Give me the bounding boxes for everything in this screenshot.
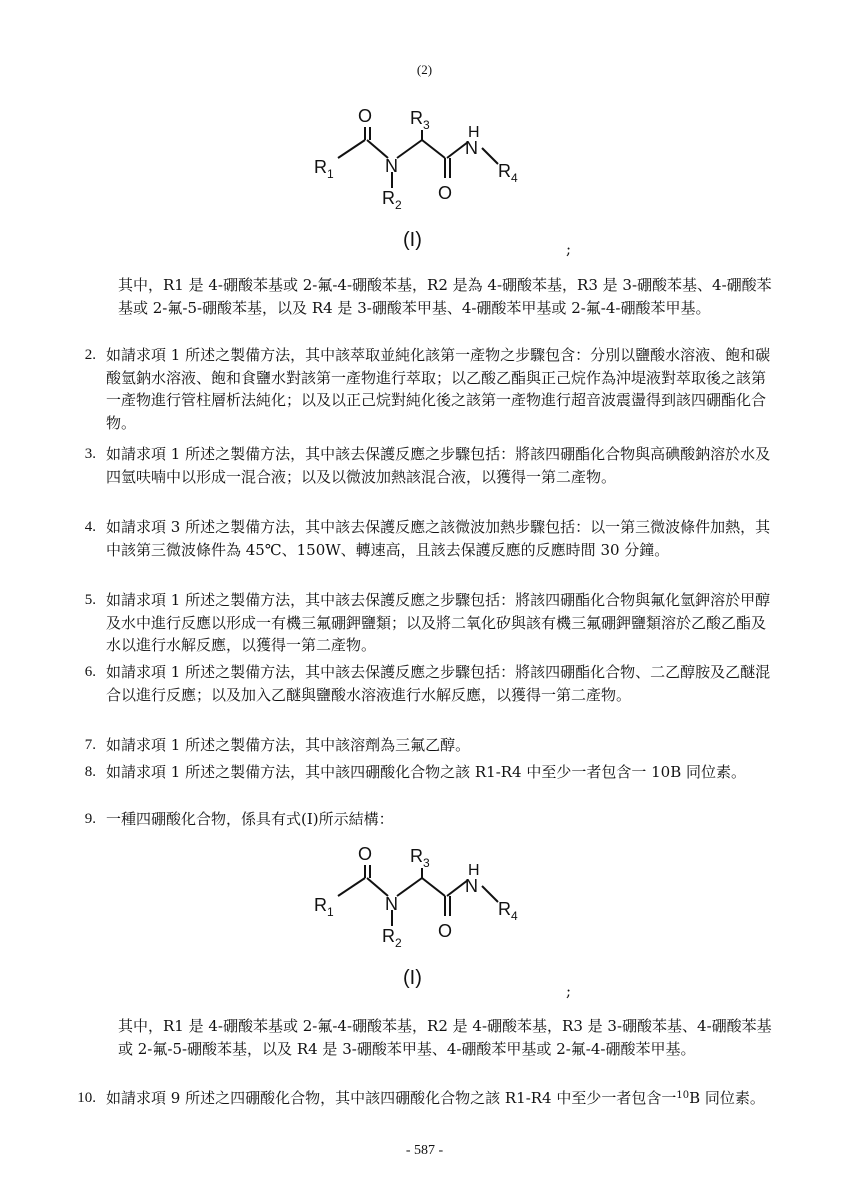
claim-text: 如請求項 1 所述之製備方法，其中該去保護反應之步驟包括：將該四硼酯化合物、二乙醇胺及乙醚混合以進行反應；以及加入乙醚與鹽酸水溶液進行水解反應，以獲得一第二產物。 <box>106 663 771 704</box>
claim-9 <box>62 808 773 830</box>
claim-10 <box>62 1087 773 1132</box>
claim-3 <box>62 443 773 511</box>
r3-label: $R_3$ <box>410 846 430 870</box>
claim-number: 3. <box>84 446 96 462</box>
formula-label: (I) <box>403 967 422 988</box>
page-number: - 587 - <box>405 1143 444 1158</box>
claim-number: 2. <box>84 347 96 363</box>
claim-6 <box>62 661 773 729</box>
claim-text: 如請求項 3 所述之製備方法，其中該去保護反應之該微波加熱步驟包括：以一第三微波條件加熱，其中該第三微波條件為 45℃、150W、轉速高，且該去保護反應的反應時間 30 分鐘。 <box>106 518 771 559</box>
claim-text: 如請求項 1 所述之製備方法，其中該溶劑為三氟乙醇。 <box>106 736 471 754</box>
claim-number: 7. <box>84 737 96 753</box>
claim-number: 10. <box>77 1090 96 1106</box>
semicolon: ; <box>566 982 572 1000</box>
chemical-structure-top <box>300 100 540 250</box>
claim-7 <box>62 734 773 756</box>
oxygen-atom-2: O <box>438 183 453 203</box>
r4-label: $R_4$ <box>498 899 518 923</box>
oxygen-atom-1: O <box>358 106 373 126</box>
definition-paragraph-1: 其中，R1 是 4-硼酸苯基或 2-氟-4-硼酸苯基，R2 是為 4-硼酸苯基，R3 是 3-硼酸苯基、4-硼酸苯基或 2-氟-5-硼酸苯基，以及 R4 是 3-硼酸苯甲基、4-硼酸苯甲基或 2-氟-4-硼酸苯甲基。 <box>118 276 772 317</box>
claim-4 <box>62 516 773 584</box>
claim-text <box>106 1087 773 1110</box>
claim-text-b: B 同位素。 <box>689 1089 765 1107</box>
claim-text: 如請求項 1 所述之製備方法，其中該去保護反應之步驟包括：將該四硼酯化合物與氟化氫鉀溶於甲醇及水中進行反應以形成一有機三氟硼鉀鹽類；以及將二氧化矽與該有機三氟硼鉀鹽類溶於乙酸乙酯及水以進行水解反應，以獲得一第二產物。 <box>106 591 771 654</box>
formula-label: (I) <box>403 229 422 250</box>
claim-number: 6. <box>84 664 96 680</box>
claim-8 <box>62 761 773 806</box>
r2-label: $R_2$ <box>382 188 402 212</box>
r3-label: $R_3$ <box>410 108 430 132</box>
claim-number: 8. <box>84 764 96 780</box>
hydrogen-atom: H <box>468 862 480 879</box>
claim-number: 4. <box>84 519 96 535</box>
claim-text: 如請求項 1 所述之製備方法，其中該四硼酸化合物之該 R1-R4 中至少一者包含一 10B 同位素。 <box>106 763 747 781</box>
nitrogen-atom-1: N <box>385 156 398 176</box>
chemical-structure-bottom <box>300 838 540 988</box>
semicolon: ; <box>566 240 572 258</box>
claim-number: 5. <box>84 592 96 608</box>
claim-number: 9. <box>84 811 96 827</box>
r1-label: $R_1$ <box>314 895 334 919</box>
claim-text-a: 如請求項 9 所述之四硼酸化合物，其中該四硼酸化合物之該 R1-R4 中至少一者包含一 <box>106 1089 677 1107</box>
r1-label: $R_1$ <box>314 157 334 181</box>
claim-text: 如請求項 1 所述之製備方法，其中該萃取並純化該第一產物之步驟包含：分別以鹽酸水溶液、飽和碳酸氫鈉水溶液、飽和食鹽水對該第一產物進行萃取；以乙酸乙酯與正己烷作為沖堤液對萃取後之該第一產物進行管柱層析法純化；以及以正己烷對純化後之該第一產物進行超音波震盪得到該四硼酯化合物。 <box>106 346 771 432</box>
claim-5 <box>62 589 773 657</box>
r4-label: $R_4$ <box>498 161 518 185</box>
hydrogen-atom: H <box>468 124 480 141</box>
nitrogen-atom-1: N <box>385 894 398 914</box>
nitrogen-atom-2: N <box>465 876 478 896</box>
nitrogen-atom-2: N <box>465 138 478 158</box>
page-label: (2) <box>416 62 433 77</box>
oxygen-atom-2: O <box>438 921 453 941</box>
oxygen-atom-1: O <box>358 844 373 864</box>
claim-text: 一種四硼酸化合物，係具有式(I)所示結構： <box>106 810 394 828</box>
r2-label: $R_2$ <box>382 926 402 950</box>
definition-paragraph-2: 其中，R1 是 4-硼酸苯基或 2-氟-4-硼酸苯基，R2 是 4-硼酸苯基，R3 是 3-硼酸苯基、4-硼酸苯基或 2-氟-5-硼酸苯基，以及 R4 是 3-硼酸苯甲基、4-硼酸苯甲基或 2-氟-4-硼酸苯甲基。 <box>118 1017 772 1058</box>
claim-text: 如請求項 1 所述之製備方法，其中該去保護反應之步驟包括：將該四硼酯化合物與高碘酸鈉溶於水及四氫呋喃中以形成一混合液；以及以微波加熱該混合液，以獲得一第二產物。 <box>106 445 771 486</box>
isotope-mass-number: 10 <box>676 1090 690 1101</box>
claim-2 <box>62 344 773 432</box>
